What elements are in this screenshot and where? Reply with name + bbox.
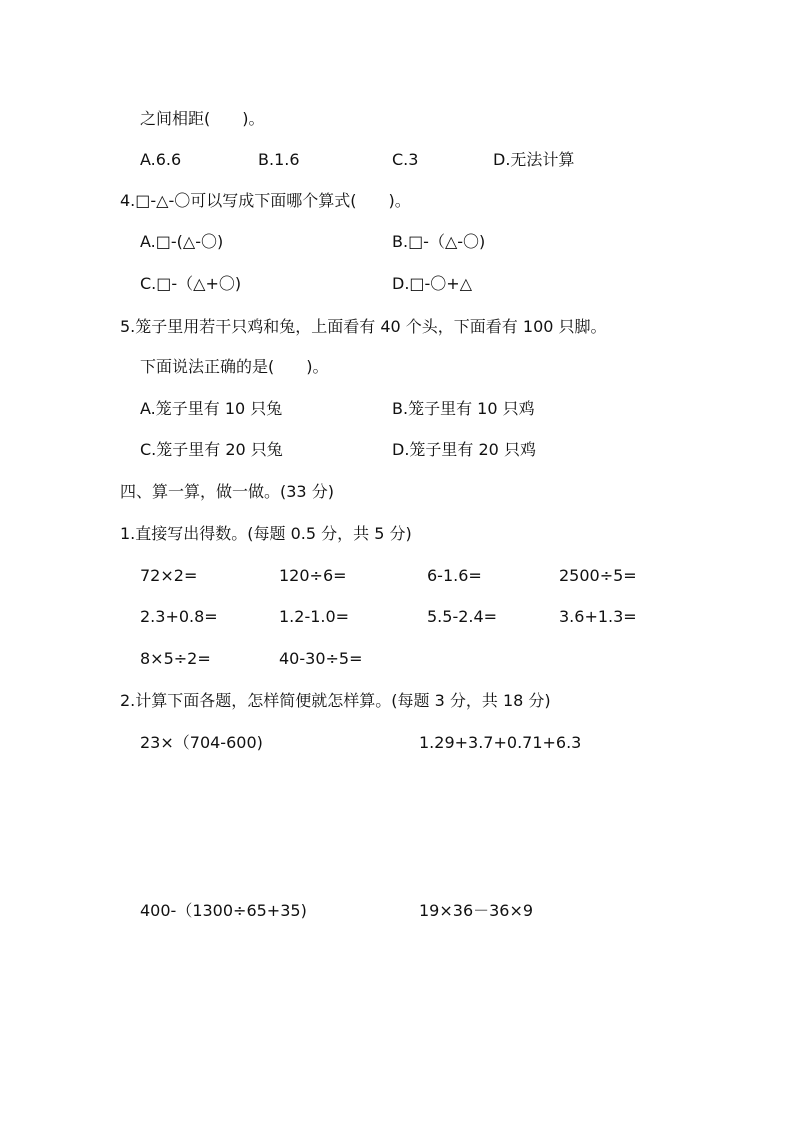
calc-item: 400-（1300÷65+35) xyxy=(140,901,307,920)
math-item: 72×2= xyxy=(140,566,198,585)
math-item: 120÷6= xyxy=(279,566,347,585)
math-item: 8×5÷2= xyxy=(140,649,211,668)
math-item: 2500÷5= xyxy=(559,566,637,585)
question-text: 4.□-△-〇可以写成下面哪个算式( )。 xyxy=(120,191,411,210)
option-d: D.无法计算 xyxy=(493,150,575,169)
section-heading: 四、算一算，做一做。(33 分) xyxy=(120,482,334,501)
option-a: A.□-(△-〇) xyxy=(140,232,224,251)
math-item: 40-30÷5= xyxy=(279,649,363,668)
math-item: 5.5-2.4= xyxy=(427,607,498,626)
option-b: B.1.6 xyxy=(258,150,300,169)
part-title: 1.直接写出得数。(每题 0.5 分，共 5 分) xyxy=(120,524,412,543)
option-b: B.笼子里有 10 只鸡 xyxy=(392,399,535,418)
calc-item: 1.29+3.7+0.71+6.3 xyxy=(419,733,582,752)
option-b: B.□-（△-〇) xyxy=(392,232,486,251)
option-a: A.笼子里有 10 只兔 xyxy=(140,399,283,418)
math-item: 1.2-1.0= xyxy=(279,607,350,626)
math-item: 2.3+0.8= xyxy=(140,607,218,626)
math-item: 6-1.6= xyxy=(427,566,482,585)
question-text: 之间相距( )。 xyxy=(140,109,265,128)
calc-item: 23×（704-600) xyxy=(140,733,263,752)
option-a: A.6.6 xyxy=(140,150,182,169)
question-text: 5.笼子里用若干只鸡和兔，上面看有 40 个头，下面看有 100 只脚。 xyxy=(120,317,607,336)
option-c: C.□-（△+〇) xyxy=(140,274,242,293)
part-title: 2.计算下面各题，怎样简便就怎样算。(每题 3 分，共 18 分) xyxy=(120,691,551,710)
math-item: 3.6+1.3= xyxy=(559,607,637,626)
option-c: C.3 xyxy=(392,150,419,169)
option-d: D.笼子里有 20 只鸡 xyxy=(392,440,536,459)
calc-item: 19×36－36×9 xyxy=(419,901,534,920)
option-c: C.笼子里有 20 只兔 xyxy=(140,440,283,459)
question-text-line2: 下面说法正确的是( )。 xyxy=(140,357,329,376)
option-d: D.□-〇+△ xyxy=(392,274,473,293)
